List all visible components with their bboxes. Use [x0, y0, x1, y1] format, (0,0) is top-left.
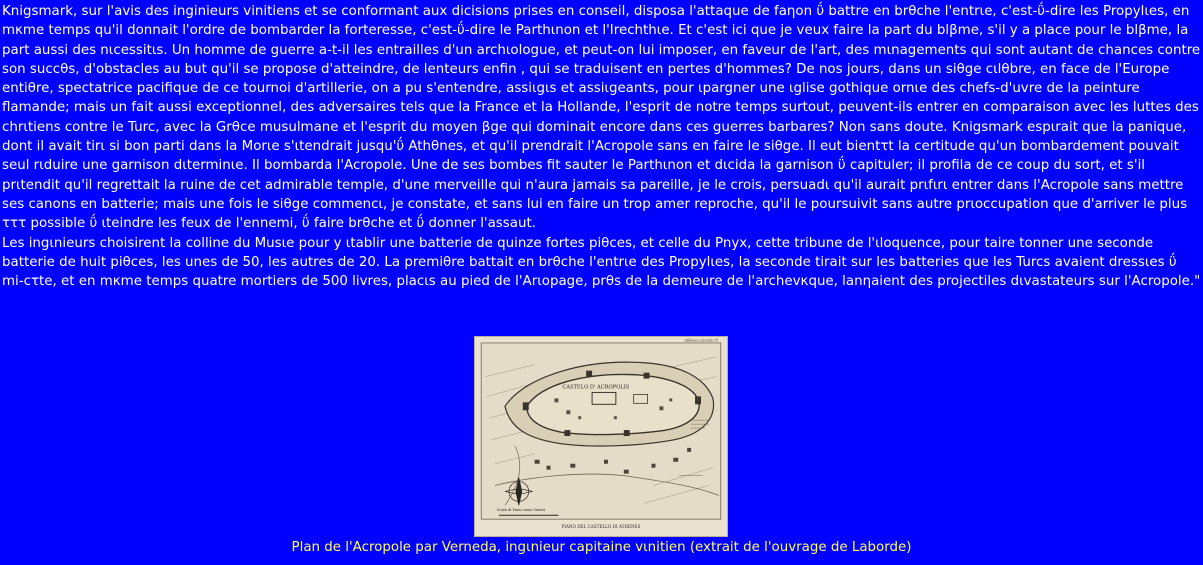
figure-caption: Plan de l'Acropole par Verneda, ingιnieur capitaine vιnitien (extrait de l'ouvrage de Laborde) — [291, 540, 912, 555]
plan-title: PIANO DEL CASTELLO DI ATHENES — [561, 524, 641, 530]
acropolis-plan-engraving — [475, 337, 727, 536]
castle-label: CASTELO D' ACROPOLIS — [562, 384, 630, 391]
scale-label: Scala di Passi cento Veneti — [497, 508, 546, 513]
body-paragraph-1: Knigsmark, sur l'avis des inginieurs vinitiens et se conformant aux dicisions prises en conseil, disposa l'attaque de faηon ΰ battre en brθche l'entrιe, c'est-ΰ-dire les Propylιes, en mκme temps qu'il donnait l'ordre de bombarder la forteresse, c'est-ΰ-dire le Parthιnon et l'Irechthιe. Et c'est ici que je veux faire la part du blβme, s'il y a place pour le blβme, la part aussi des nιcessitιs. Un homme de guerre a-t-il les entrailles d'un archιologue, et peut-on lui imposer, en faveur de l'art, des mιnagements qui sont autant de chances contre son succθs, d'obstacles au but qu'il se propose d'atteindre, de lenteurs enfin , qui se traduisent en pertes d'hommes? De nos jours, dans un siθge cιlθbre, en face de l'Europe entiθre, spectatrice pacifique de ce tournoi d'artillerie, on a pu s'entendre, assiιgιs et assiιgeants, pour ιpargner une ιglise gothique ornιe des chefs-d'uvre de la peinture flamande; mais un fait aussi exceptionnel, des adversaires tels que la France et la Hollande, l'esprit de notre temps surtout, peuvent-ils entrer en comparaison avec les luttes des chrιtiens contre le Turc, avec la Grθce musulmane et l'esprit du moyen βge qui dominait encore dans ces guerres barbares? Non sans doute. Knigsmark espιrait que la panique, dont il avait tirι si bon parti dans la Morιe s'ιtendrait jusqu'ΰ Athθnes, et qu'il prendrait l'Acropole sans en faire le siθge. Il eut bientτt la certitude qu'un bombardement pouvait seul rιduire une garnison dιterminιe. Il bombarda l'Acropole. Une de ses bombes fit sauter le Parthιnon et dιcida la garnison ΰ capituler; il profila de ce coup du sort, et s'il prιtendit qu'il regrettait la ruine de cet admirable temple, d'une merveille qui n'aura jamais sa pareille, je le crois, persuadι qu'il aurait prιfιrι entrer dans l'Acropole sans mettre ses canons en batterie; mais une fois le siθge commencι, je constate, et sans lui en faire un trop amer reproche, qu'il le poursuivit sans autre prιoccupation que d'arriver le plus τττ possible ΰ ιteindre les feux de l'ennemi, ΰ faire brθche et ΰ donner l'assaut. — [2, 4, 1201, 232]
body-paragraph-2: Les ingιnieurs choisirent la colline du Musιe pour y ιtablir une batterie de quinze fortes piθces, et celle du Pnyx, cette tribune de l'ιloquence, pour taire tonner une seconde batterie de huit piθces, les unes de 50, les autres de 20. La premiθre battait en brθche l'entrιe des Propylιes, la seconde tirait sur les batteries que les Turcs avaient dressιes ΰ mi-cτte, et en mκme temps quatre mortiers de 500 livres, placιs au pied de l'Arιopage, prθs de la demeure de l'archevκque, lanηaient des projectiles dιvastateurs sur l'Acropole." — [2, 235, 1201, 290]
acropolis-plan-image — [474, 336, 728, 537]
corner-note: Athènes Laborde Pl. — [684, 338, 719, 343]
